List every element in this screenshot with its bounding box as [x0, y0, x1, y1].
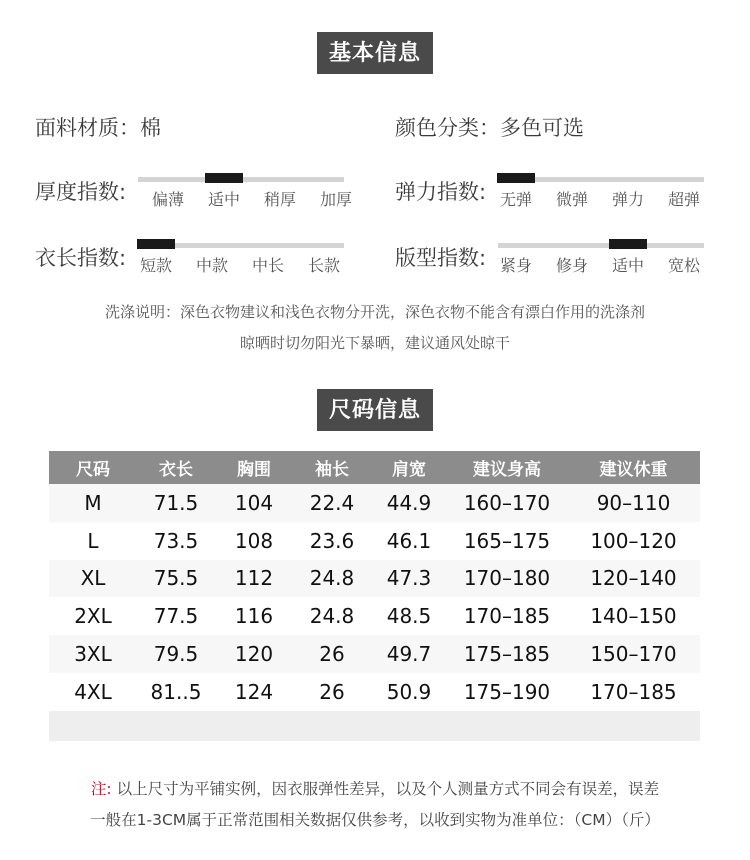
- scale-option: 修身: [555, 256, 588, 275]
- scale-option: 紧身: [499, 256, 532, 275]
- cell-weight: 140–150: [567, 597, 700, 635]
- cell-size: M: [49, 484, 137, 522]
- cell-height: 170–180: [447, 560, 567, 598]
- cell-weight: 100–120: [567, 522, 700, 560]
- cell-chest: 104: [215, 484, 293, 522]
- length-index-label: 衣长指数:: [35, 246, 127, 270]
- cell-chest: 124: [215, 673, 293, 711]
- cell-shoulder: 47.3: [371, 560, 447, 598]
- cell-chest: 120: [215, 635, 293, 673]
- header-shoulder: 肩宽: [371, 451, 447, 484]
- scale-selected-marker: [609, 239, 647, 249]
- table-row: [49, 597, 700, 635]
- cell-chest: 116: [215, 597, 293, 635]
- size-table-header: [49, 451, 700, 484]
- wash-instructions-line2: 晾晒时切勿阳光下暴晒，建议通风处晾干: [239, 334, 510, 352]
- fit-index-scale: [498, 237, 704, 277]
- scale-option: 微弹: [555, 190, 588, 209]
- header-sleeve: 袖长: [293, 451, 371, 484]
- header-length: 衣长: [137, 451, 215, 484]
- cell-height: 175–190: [447, 673, 567, 711]
- note-prefix: 注:: [90, 780, 112, 798]
- note-line2: 一般在1-3CM属于正常范围相关数据仅供参考，以收到实物为准单位：（CM）（斤）: [90, 811, 660, 829]
- fabric-material: 面料材质：棉: [35, 116, 161, 140]
- cell-length: 75.5: [137, 560, 215, 598]
- scale-selected-marker: [205, 173, 243, 183]
- cell-sleeve: 26: [293, 635, 371, 673]
- header-chest: 胸围: [215, 451, 293, 484]
- note-line1: [0, 777, 750, 799]
- cell-sleeve: 24.8: [293, 597, 371, 635]
- scale-option: 超弹: [667, 190, 700, 209]
- length-index-scale: [138, 237, 344, 277]
- table-row: [49, 673, 700, 711]
- cell-height: 165–175: [447, 522, 567, 560]
- scale-option: 弹力: [611, 190, 644, 209]
- cell-length: 81..5: [137, 673, 215, 711]
- blank-cell: [49, 711, 700, 741]
- cell-length: 73.5: [137, 522, 215, 560]
- table-row: [49, 484, 700, 522]
- note-text1: 以上尺寸为平铺实例，因衣服弹性差异，以及个人测量方式不同会有误差，误差: [116, 780, 660, 798]
- cell-shoulder: 50.9: [371, 673, 447, 711]
- scale-selected-marker: [137, 239, 175, 249]
- cell-weight: 170–185: [567, 673, 700, 711]
- scale-option: 适中: [611, 256, 644, 275]
- table-row: [49, 635, 700, 673]
- color-category: 颜色分类：多色可选: [395, 116, 584, 140]
- cell-size: 4XL: [49, 673, 137, 711]
- cell-height: 170–185: [447, 597, 567, 635]
- scale-option: 稍厚: [263, 190, 296, 209]
- scale-option: 适中: [207, 190, 240, 209]
- cell-sleeve: 23.6: [293, 522, 371, 560]
- cell-weight: 120–140: [567, 560, 700, 598]
- cell-height: 175–185: [447, 635, 567, 673]
- table-blank-row: [49, 711, 700, 741]
- cell-size: XL: [49, 560, 137, 598]
- scale-option: 短款: [139, 256, 172, 275]
- cell-sleeve: 26: [293, 673, 371, 711]
- thickness-index-scale: [138, 171, 352, 211]
- cell-size: 3XL: [49, 635, 137, 673]
- scale-track: [498, 243, 704, 248]
- cell-length: 79.5: [137, 635, 215, 673]
- table-row: [49, 560, 700, 598]
- cell-size: 2XL: [49, 597, 137, 635]
- cell-weight: 90–110: [567, 484, 700, 522]
- cell-shoulder: 49.7: [371, 635, 447, 673]
- cell-chest: 108: [215, 522, 293, 560]
- cell-shoulder: 46.1: [371, 522, 447, 560]
- scale-option: 中款: [195, 256, 228, 275]
- thickness-index-label: 厚度指数:: [35, 180, 127, 204]
- header-height: 建议身高: [447, 451, 567, 484]
- cell-length: 71.5: [137, 484, 215, 522]
- cell-shoulder: 44.9: [371, 484, 447, 522]
- scale-option: 长款: [307, 256, 340, 275]
- fit-index-label: 版型指数:: [395, 246, 487, 270]
- cell-size: L: [49, 522, 137, 560]
- scale-option: 中长: [251, 256, 284, 275]
- size-table: [49, 451, 700, 741]
- scale-selected-marker: [497, 173, 535, 183]
- cell-weight: 150–170: [567, 635, 700, 673]
- size-info-title: 尺码信息: [317, 389, 433, 431]
- wash-instructions-line1: 洗涤说明：深色衣物建议和浅色衣物分开洗，深色衣物不能含有漂白作用的洗涤剂: [104, 303, 645, 321]
- cell-sleeve: 22.4: [293, 484, 371, 522]
- header-weight: 建议休重: [567, 451, 700, 484]
- table-row: [49, 522, 700, 560]
- scale-option: 偏薄: [151, 190, 184, 209]
- cell-chest: 112: [215, 560, 293, 598]
- header-size: 尺码: [49, 451, 137, 484]
- basic-info-title: 基本信息: [317, 32, 433, 74]
- cell-height: 160–170: [447, 484, 567, 522]
- scale-option: 无弹: [499, 190, 532, 209]
- cell-shoulder: 48.5: [371, 597, 447, 635]
- elasticity-index-label: 弹力指数:: [395, 180, 487, 204]
- elasticity-index-scale: [498, 171, 704, 211]
- cell-sleeve: 24.8: [293, 560, 371, 598]
- cell-length: 77.5: [137, 597, 215, 635]
- scale-option: 宽松: [667, 256, 700, 275]
- scale-option: 加厚: [319, 190, 352, 209]
